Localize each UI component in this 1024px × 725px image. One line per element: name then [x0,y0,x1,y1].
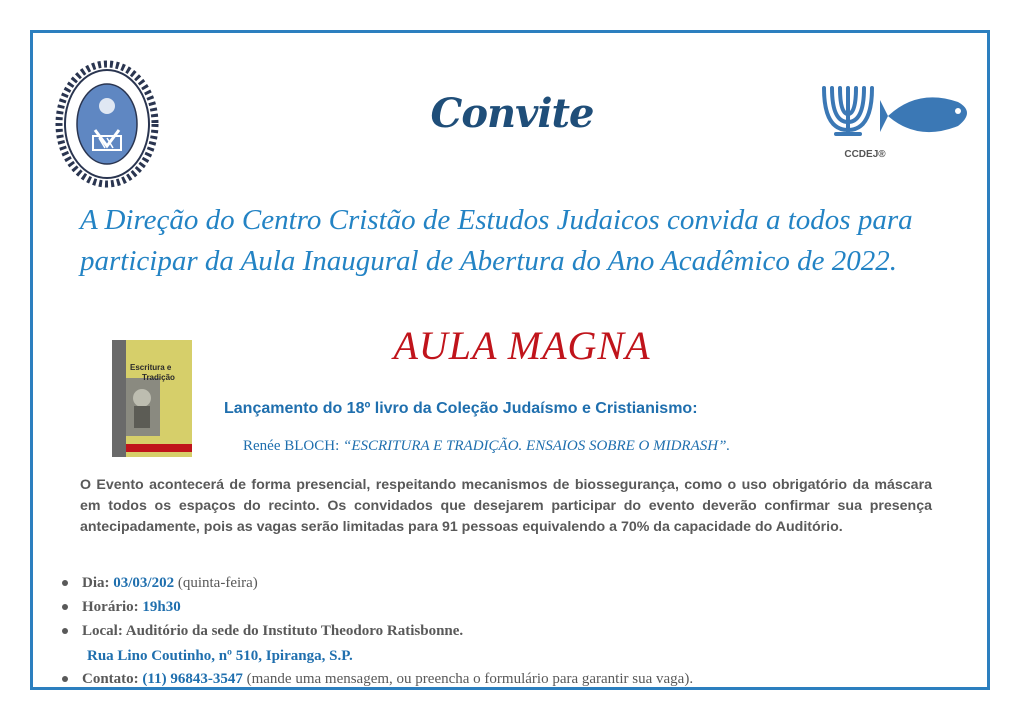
bullet-icon [62,676,68,682]
location-label: Local: Auditório da sede do Instituto Theodoro Ratisbonne. [82,623,464,639]
ccdej-logo-label: CCDEJ® [844,149,886,160]
book-launch-text: Lançamento do 18º livro da Coleção Judaísmo e Cristianismo: [224,400,698,417]
book-title: “ESCRITURA E TRADIÇÃO. ENSAIOS SOBRE O MIDRASH”. [342,438,731,454]
event-headline: AULA MAGNA [393,323,651,368]
book-cover-image [112,340,192,457]
svg-text:Tradição: Tradição [142,373,175,382]
date-value: 03/03/202 [113,575,175,591]
svg-text:Escritura e: Escritura e [130,363,172,372]
bullet-icon [62,604,68,610]
list-item-contact [62,671,693,688]
bullet-icon [62,580,68,586]
list-item-location [62,623,463,640]
bullet-icon [62,628,68,634]
invitation-intro: A Direção do Centro Cristão de Estudos Judaicos convida a todos para participar da Aula Inaugural de Abertura do Ano Acadêmico de 2022. [80,204,913,277]
contact-note: (mande uma mensagem, ou preencha o formulário para garantir sua vaga). [242,671,694,687]
date-label: Dia: [82,575,114,591]
author-name: Renée BLOCH: [243,438,343,454]
book-author-line [243,438,730,455]
page-title: Convite [430,90,594,137]
time-label: Horário: [82,599,143,615]
location-address: Rua Lino Coutinho, nº 510, Ipiranga, S.P. [87,648,353,664]
time-value: 19h30 [142,599,181,615]
contact-label: Contato: [82,671,143,687]
list-item-time [62,599,181,616]
list-item-date [62,575,258,592]
date-note: (quinta-feira) [174,575,258,591]
contact-phone[interactable]: (11) 96843-3547 [142,671,243,687]
event-description: O Evento acontecerá de forma presencial, respeitando mecanismos de biossegurança, como o uso obrigatório da máscara em todos os espaços do recinto. Os convidados que desejarem participar do evento deverão confirmar sua presença antecipadamente, pois as vagas serão limitadas para 91 pessoas equivalendo a 70% da capacidade do Auditório. [80,477,932,535]
